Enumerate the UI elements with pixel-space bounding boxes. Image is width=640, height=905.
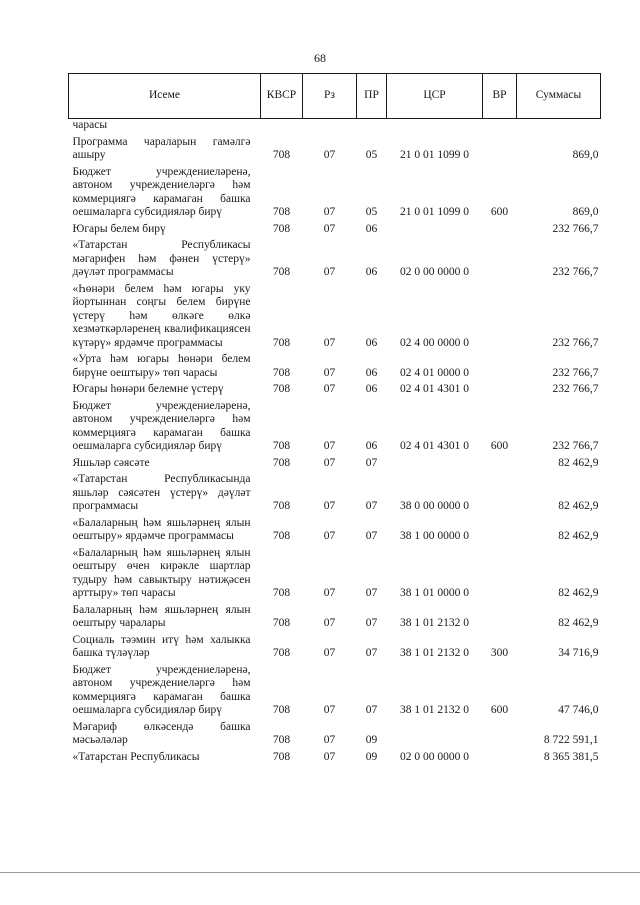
cell-sum: 8 722 591,1 — [543, 734, 599, 746]
table-row — [69, 119, 601, 134]
cell-pr: 06 — [365, 222, 378, 235]
cell-name: Бюджет учреждениеләренә, автоном учреждениеләргә һәм коммерциягә карамаган башка оешмаларга субсидияләр бирү — [72, 663, 251, 716]
cell-sum: 232 766,7 — [552, 366, 599, 379]
cell-sum: 232 766,7 — [552, 336, 599, 349]
cell-vr — [483, 281, 517, 352]
header-csr: ЦСР — [387, 74, 483, 119]
table-row — [69, 164, 601, 221]
cell-sum: 232 766,7 — [552, 383, 599, 395]
cell-vr — [483, 134, 517, 164]
cell-name: Яшьләр сәясәте — [72, 456, 150, 469]
cell-vr — [483, 381, 517, 398]
cell-pr: 07 — [365, 704, 378, 716]
cell-pr: 06 — [365, 440, 378, 452]
cell-sum: 232 766,7 — [552, 222, 599, 235]
cell-rz: 07 — [323, 750, 336, 763]
cell-pr: 05 — [365, 149, 378, 161]
header-kvsr: КВСР — [261, 74, 303, 119]
cell-rz: 07 — [323, 266, 336, 278]
cell-name: Бюджет учреждениеләренә, автоном учреждениеләргә һәм коммерциягә карамаган башка оешмаларга субсидияләр бирү — [72, 165, 251, 218]
cell-name: Югары һөнәри белемне үстерү — [72, 383, 224, 395]
cell-name: Югары белем бирү — [72, 222, 166, 235]
scan-edge-line — [0, 872, 640, 873]
cell-pr — [357, 119, 387, 134]
cell-name: «Балаларның һәм яшьләрнең ялын оештыру өчен кирәкле шартлар тудыру һәм савыктыру нәтиҗәсен арттыру» төп чарасы — [72, 546, 251, 599]
cell-vr — [483, 471, 517, 515]
table-row — [69, 281, 601, 352]
cell-name: «Балаларның һәм яшьләрнең ялын оештыру» ярдәмче программасы — [72, 516, 251, 542]
cell-kvsr: 708 — [272, 366, 291, 379]
cell-csr: 02 0 00 0000 0 — [400, 266, 469, 278]
cell-pr: 07 — [365, 617, 378, 629]
cell-kvsr: 708 — [272, 647, 291, 659]
cell-pr: 07 — [365, 456, 378, 469]
cell-rz: 07 — [323, 366, 336, 379]
cell-csr: 38 1 00 0000 0 — [400, 530, 469, 542]
cell-sum — [517, 119, 601, 134]
cell-rz: 07 — [323, 530, 336, 542]
cell-rz: 07 — [323, 336, 336, 349]
cell-pr: 07 — [365, 647, 378, 659]
cell-csr: 38 1 01 0000 0 — [400, 587, 469, 599]
cell-kvsr: 708 — [272, 383, 291, 395]
header-pr: ПР — [357, 74, 387, 119]
cell-vr: 600 — [490, 206, 509, 218]
cell-csr: 02 4 01 0000 0 — [400, 366, 469, 379]
cell-vr: 300 — [490, 647, 509, 659]
cell-kvsr: 708 — [272, 440, 291, 452]
cell-sum: 869,0 — [572, 206, 599, 218]
cell-pr: 06 — [365, 336, 378, 349]
cell-pr: 06 — [365, 266, 378, 278]
cell-vr — [483, 749, 517, 766]
cell-rz: 07 — [323, 500, 336, 512]
cell-rz: 07 — [323, 647, 336, 659]
cell-csr: 21 0 01 1099 0 — [400, 206, 469, 218]
cell-csr — [387, 455, 483, 472]
cell-name: «Урта һәм югары һөнәри белем бирүне оештыру» төп чарасы — [72, 353, 251, 379]
table-row — [69, 381, 601, 398]
cell-rz: 07 — [323, 149, 336, 161]
table-row — [69, 471, 601, 515]
budget-table — [68, 73, 601, 765]
cell-rz: 07 — [323, 617, 336, 629]
header-name: Исеме — [69, 74, 261, 119]
cell-sum: 82 462,9 — [558, 617, 599, 629]
cell-kvsr: 708 — [272, 222, 291, 235]
cell-vr — [483, 545, 517, 602]
cell-sum: 232 766,7 — [552, 440, 599, 452]
cell-sum: 8 365 381,5 — [543, 750, 599, 763]
table-row — [69, 515, 601, 545]
cell-csr — [387, 119, 483, 134]
cell-sum: 82 462,9 — [558, 587, 599, 599]
page-number: 68 — [314, 51, 326, 65]
cell-kvsr: 708 — [272, 206, 291, 218]
cell-pr: 07 — [365, 587, 378, 599]
table-row — [69, 455, 601, 472]
cell-csr: 02 4 01 4301 0 — [400, 383, 469, 395]
cell-name: «Татарстан Республикасы мәгарифен һәм фәнен үстерү» дәүләт программасы — [72, 239, 251, 278]
cell-vr — [483, 237, 517, 281]
cell-pr: 06 — [365, 366, 378, 379]
cell-csr: 38 0 00 0000 0 — [400, 500, 469, 512]
table-header-row — [69, 74, 601, 119]
cell-rz: 07 — [323, 383, 336, 395]
table-row — [69, 351, 601, 381]
cell-name: Бюджет учреждениеләренә, автоном учреждениеләргә һәм коммерциягә карамаган башка оешмаларга субсидияләр бирү — [72, 399, 251, 452]
table-row — [69, 237, 601, 281]
cell-sum: 82 462,9 — [558, 500, 599, 512]
cell-kvsr: 708 — [272, 336, 291, 349]
cell-csr: 02 4 01 4301 0 — [400, 440, 469, 452]
cell-pr: 09 — [365, 750, 378, 763]
cell-rz: 07 — [323, 587, 336, 599]
header-rz: Рз — [303, 74, 357, 119]
cell-pr: 09 — [365, 734, 378, 746]
table-row — [69, 749, 601, 766]
cell-kvsr: 708 — [272, 266, 291, 278]
cell-rz: 07 — [323, 206, 336, 218]
cell-kvsr: 708 — [272, 149, 291, 161]
cell-vr — [483, 455, 517, 472]
cell-pr: 07 — [365, 500, 378, 512]
cell-name: чарасы — [72, 119, 108, 131]
cell-sum: 34 716,9 — [558, 647, 599, 659]
cell-kvsr: 708 — [272, 734, 291, 746]
cell-kvsr: 708 — [272, 587, 291, 599]
cell-csr — [387, 221, 483, 238]
cell-vr — [483, 719, 517, 749]
cell-csr: 21 0 01 1099 0 — [400, 149, 469, 161]
cell-sum: 47 746,0 — [558, 704, 599, 716]
cell-vr: 600 — [490, 440, 509, 452]
cell-kvsr: 708 — [272, 617, 291, 629]
cell-csr: 02 0 00 0000 0 — [400, 750, 469, 763]
cell-name: Балаларның һәм яшьләрнең ялын оештыру чаралары — [72, 603, 251, 629]
cell-rz: 07 — [323, 704, 336, 716]
table-row — [69, 545, 601, 602]
table-row — [69, 632, 601, 662]
cell-sum: 82 462,9 — [558, 530, 599, 542]
cell-csr: 02 4 00 0000 0 — [400, 336, 469, 349]
cell-csr: 38 1 01 2132 0 — [400, 617, 469, 629]
table-row — [69, 398, 601, 455]
cell-rz: 07 — [323, 222, 336, 235]
header-sum: Суммасы — [517, 74, 601, 119]
cell-name: «Татарстан Республикасы — [72, 750, 200, 763]
cell-vr — [483, 515, 517, 545]
cell-pr: 07 — [365, 530, 378, 542]
cell-vr — [483, 351, 517, 381]
cell-kvsr — [261, 119, 303, 134]
cell-vr — [483, 119, 517, 134]
cell-sum: 232 766,7 — [552, 266, 599, 278]
cell-name: Мәгариф өлкәсендә башка мәсьәләләр — [72, 720, 251, 746]
cell-kvsr: 708 — [272, 704, 291, 716]
cell-sum: 869,0 — [572, 149, 599, 161]
cell-kvsr: 708 — [272, 456, 291, 469]
table-row — [69, 602, 601, 632]
cell-vr — [483, 221, 517, 238]
cell-rz: 07 — [323, 440, 336, 452]
cell-name: «Һөнәри белем һәм югары уку йортыннан соңгы белем бирүне үстерү һәм өлкәге өлкә хезмәткәрләренең квалификациясен күтәрү» ярдәмче программасы — [72, 282, 251, 349]
table-row — [69, 221, 601, 238]
cell-name: «Татарстан Республикасында яшьләр сәясәтен үстерү» дәүләт программасы — [72, 473, 251, 512]
cell-pr: 06 — [365, 383, 378, 395]
cell-sum: 82 462,9 — [558, 456, 599, 469]
table-row — [69, 719, 601, 749]
header-vr: ВР — [483, 74, 517, 119]
cell-csr — [387, 719, 483, 749]
cell-csr: 38 1 01 2132 0 — [400, 647, 469, 659]
cell-name: Программа чараларын гамәлгә ашыру — [72, 135, 251, 161]
cell-rz — [303, 119, 357, 134]
cell-name: Социаль тәэмин итү һәм халыкка башка түләүләр — [72, 633, 251, 659]
cell-vr: 600 — [490, 704, 509, 716]
cell-pr: 05 — [365, 206, 378, 218]
table-row — [69, 134, 601, 164]
cell-vr — [483, 602, 517, 632]
cell-kvsr: 708 — [272, 530, 291, 542]
cell-csr: 38 1 01 2132 0 — [400, 704, 469, 716]
table-row — [69, 662, 601, 719]
cell-rz: 07 — [323, 456, 336, 469]
cell-rz: 07 — [323, 734, 336, 746]
cell-kvsr: 708 — [272, 750, 291, 763]
cell-kvsr: 708 — [272, 500, 291, 512]
